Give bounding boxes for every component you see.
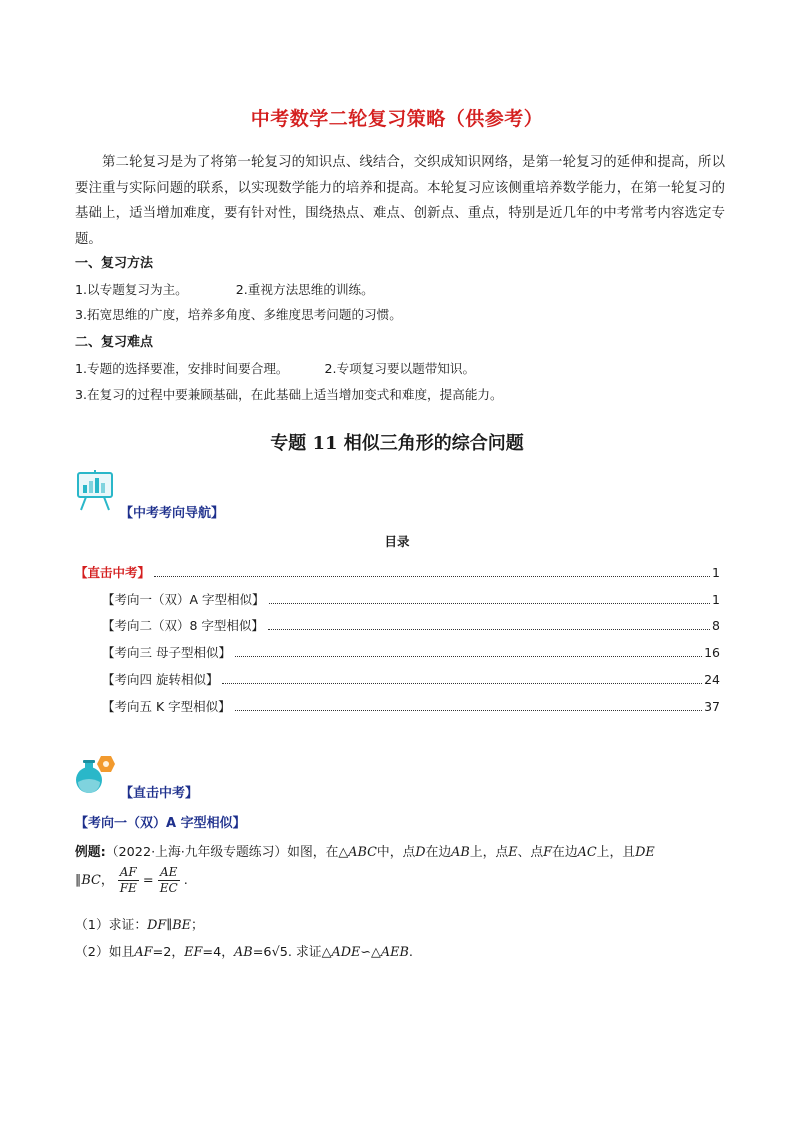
methods-line-1: 1.以专题复习为主。 2.重视方法思维的训练。 — [75, 282, 374, 297]
toc-entry[interactable]: 【考向二（双）8 字型相似】 8 — [102, 618, 720, 633]
toc-entry[interactable]: 【直击中考】 1 — [75, 565, 720, 580]
direct-exam-label: 【直击中考】 — [120, 786, 199, 801]
presentation-board-icon — [74, 470, 116, 516]
intro-paragraph: 第二轮复习是为了将第一轮复习的知识点、线结合，交织成知识网络，是第一轮复习的延伸和提高，所以要注重与实际问题的联系，以实现数学能力的培养和提高。本轮复习应该侧重培养数学能力，在第一轮复习的基础上，适当增加难度，要有针对性，围绕热点、难点、创新点、重点，特别是近几年的中考常考内容选定专题。 — [75, 155, 725, 247]
example-line-1: 例题:（2022·上海·九年级专题练习）如图，在△ABC中，点D在边AB上，点E、点F在边AC上，且DE — [75, 845, 655, 860]
toc-entry[interactable]: 【考向四 旋转相似】 24 — [102, 672, 720, 687]
toc-title: 目录 — [384, 534, 410, 549]
flask-icon — [72, 752, 116, 800]
page-title: 中考数学二轮复习策略（供参考） — [250, 108, 544, 130]
topic-title: 专题 11 相似三角形的综合问题 — [270, 433, 524, 454]
fraction-ae-ec: $\frac{AE}{EC}$ — [159, 865, 178, 895]
toc-entry[interactable]: 【考向五 K 字型相似】 37 — [102, 699, 720, 714]
section-heading-difficulties: 二、复习难点 — [75, 335, 154, 350]
nav-label: 【中考考向导航】 — [120, 506, 225, 521]
fraction-af-fe: $\frac{AF}{FE}$ — [119, 865, 137, 895]
toc-entry[interactable]: 【考向一（双）A 字型相似】 1 — [102, 592, 720, 607]
methods-line-2: 3.拓宽思维的广度，培养多角度、多维度思考问题的习惯。 — [75, 307, 402, 322]
kaoxiang-heading: 【考向一（双）A 字型相似】 — [75, 816, 246, 831]
toc-entry[interactable]: 【考向三 母子型相似】 16 — [102, 645, 720, 660]
example-line-2: ∥BC， $\frac{AF}{FE}$ = $\frac{AE}{EC}$ . — [75, 865, 188, 895]
section-heading-methods: 一、复习方法 — [75, 256, 154, 271]
question-1: （1）求证：DF∥BE； — [75, 918, 204, 933]
difficulties-line-1: 1.专题的选择要准，安排时间要合理。 2.专项复习要以题带知识。 — [75, 361, 476, 376]
difficulties-line-2: 3.在复习的过程中要兼顾基础，在此基础上适当增加变式和难度，提高能力。 — [75, 387, 503, 402]
question-2: （2）如且AF=2，EF=4，AB=6√5. 求证△ADE∽△AEB. — [75, 945, 413, 960]
